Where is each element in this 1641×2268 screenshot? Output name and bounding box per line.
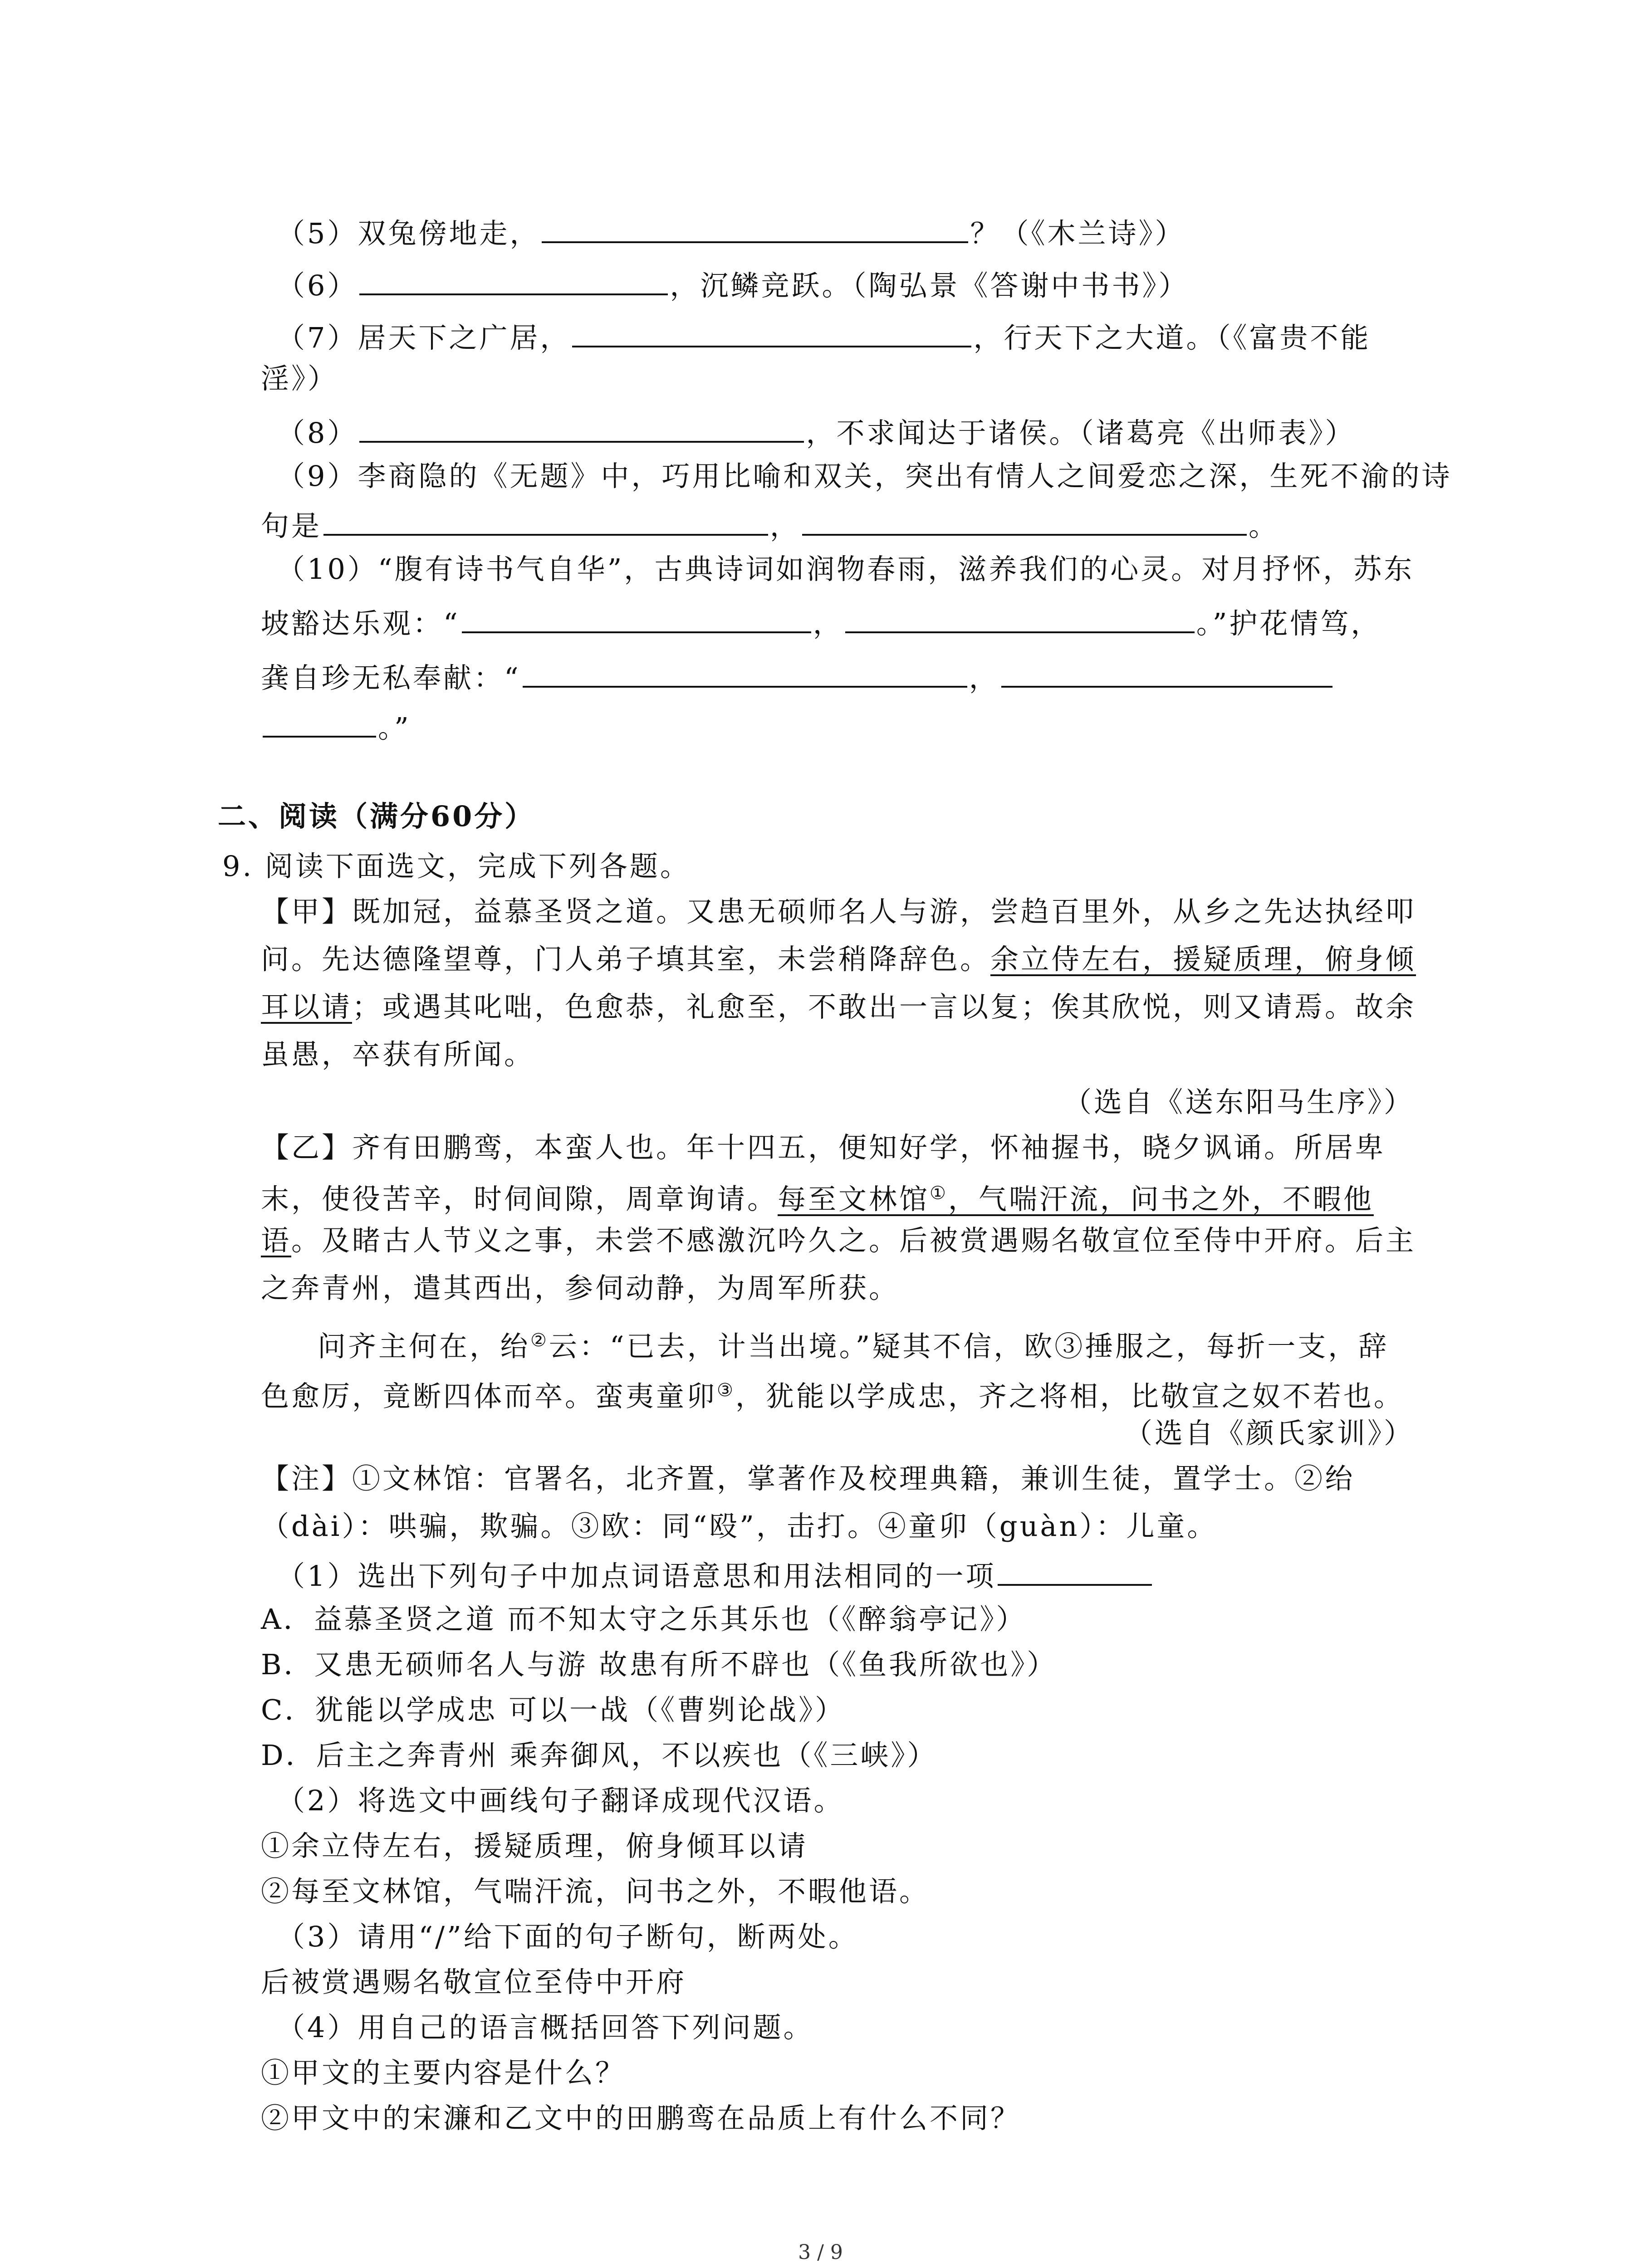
passage-jia-text: ；或遇其叱咄，色愈恭，礼愈至，不敢出一言以复；俟其欣悦，则又请焉。故余: [352, 990, 1416, 1023]
answer-blank[interactable]: [1001, 658, 1332, 688]
answer-blank[interactable]: [572, 318, 971, 347]
answer-blank[interactable]: [359, 265, 668, 295]
passage-yi-line5: [318, 1322, 1389, 1365]
sub-question-2-a: ①余立侍左右，援疑质理，俯身倾耳以请: [261, 1829, 808, 1862]
page-number: 3 / 9: [798, 2241, 843, 2264]
answer-blank[interactable]: [263, 708, 376, 738]
passage-jia-line2: [261, 941, 1416, 978]
q7-suffix: ，行天下之大道。（《富贵不能: [973, 321, 1371, 354]
q9-mid: ，: [770, 509, 801, 543]
underlined-text: 每至文林馆: [778, 1182, 930, 1216]
question-8: [277, 413, 1355, 451]
sub-question-1-stem: （1）选出下列句子中加点词语意思和用法相同的一项: [277, 1559, 996, 1593]
passage-yi-line3: [261, 1222, 1416, 1259]
q8-suffix: ，不求闻达于诸侯。（诸葛亮《出师表》）: [806, 416, 1356, 450]
q9-end: 。: [1249, 509, 1279, 543]
answer-blank[interactable]: [323, 506, 768, 536]
question-10-line2: [261, 603, 1381, 642]
question-10-line4: [261, 708, 411, 746]
answer-blank[interactable]: [542, 213, 968, 243]
sub-question-3-text: 后被赏遇赐名敬宣位至侍中开府: [261, 1965, 687, 1999]
sub-question-4-a: ①甲文的主要内容是什么？: [261, 2056, 626, 2089]
question-5: [277, 213, 1185, 252]
option-a: A．益慕圣贤之道 而不知太守之乐其乐也（《醉翁亭记》）: [261, 1603, 1027, 1636]
footnote-marker: ③: [717, 1380, 735, 1401]
sub-question-4-b: ②甲文中的宋濂和乙文中的田鹏鸾在品质上有什么不同？: [261, 2102, 1021, 2135]
section-title: 二、阅读（满分60分）: [218, 800, 535, 833]
q6-suffix: ，沉鳞竞跃。（陶弘景《答谢中书书》）: [670, 269, 1189, 302]
q7-prefix: （7）居天下之广居，: [277, 321, 571, 354]
passage-yi-text: ，犹能以学成忠，齐之将相，比敬宣之奴不若也。: [735, 1379, 1404, 1413]
question-7-cont: 淫》）: [261, 362, 338, 395]
answer-blank[interactable]: [802, 506, 1247, 536]
passage-yi-text: 末，使役苦辛，时伺间隙，周章询请。: [261, 1182, 778, 1216]
passage-yi-line6: [261, 1372, 1404, 1415]
passage-jia-text: 问。先达德隆望尊，门人弟子填其室，未尝稍降辞色。: [261, 943, 991, 976]
q8-prefix: （8）: [277, 416, 358, 450]
passage-yi-line1: 【乙】齐有田鹏鸾，本蛮人也。年十四五，便知好学，怀袖握书，晓夕讽诵。所居卑: [261, 1131, 1386, 1164]
passage-jia-source: （选自《送东阳马生序》）: [1063, 1085, 1414, 1119]
q10-line3-prefix: 龚自珍无私奉献：“: [261, 661, 521, 694]
passage-jia-line3: [261, 989, 1416, 1025]
underlined-sentence: 语: [261, 1224, 292, 1257]
q9-prefix: 句是: [261, 509, 322, 543]
passage-yi-source: （选自《颜氏家训》）: [1124, 1417, 1414, 1450]
passage-yi-text: 云：“已去，计当出境。”疑其不信，欧③捶服之，每折一支，辞: [549, 1330, 1389, 1363]
footnote-marker: ①: [930, 1183, 948, 1203]
q6-prefix: （6）: [277, 269, 358, 302]
answer-blank[interactable]: [523, 658, 967, 688]
q10-line3-mid: ，: [969, 661, 999, 694]
sub-question-1: [277, 1556, 1154, 1594]
passage-yi-text: 。及睹古人节义之事，未尝不感激沉吟久之。后被赏遇赐名敬宣位至侍中开府。后主: [291, 1224, 1416, 1257]
underlined-sentence: 耳以请: [261, 990, 353, 1023]
answer-blank[interactable]: [998, 1556, 1152, 1586]
sub-question-4-stem: （4）用自己的语言概括回答下列问题。: [277, 2011, 814, 2044]
q10-line2-end: 。”护花情笃，: [1196, 607, 1381, 640]
underlined-sentence: 余立侍左右，援疑质理，俯身倾: [990, 943, 1416, 976]
sub-question-3-stem: （3）请用“/”给下面的句子断句，断两处。: [277, 1920, 859, 1953]
question-6: [277, 265, 1189, 304]
passage-yi-text: 色愈厉，竟断四体而卒。蛮夷童卯: [261, 1379, 717, 1413]
notes-line1: 【注】①文林馆：官署名，北齐置，掌著作及校理典籍，兼训生徒，置学士。②绐: [261, 1462, 1356, 1495]
answer-blank[interactable]: [462, 603, 811, 633]
question-9-answer: [261, 506, 1279, 544]
q10-line2-mid: ，: [813, 607, 843, 640]
q5-suffix: ？（《木兰诗》）: [970, 217, 1185, 250]
underlined-sentence: [778, 1183, 1374, 1216]
answer-blank[interactable]: [359, 413, 804, 443]
option-b: B．又患无硕师名人与游 故患有所不辟也（《鱼我所欲也》）: [261, 1648, 1058, 1681]
sub-question-2-stem: （2）将选文中画线句子翻译成现代汉语。: [277, 1784, 844, 1817]
question-7: [277, 318, 1371, 356]
q10-line4-end: 。”: [378, 711, 411, 744]
option-c: C．犹能以学成忠 可以一战（《曹刿论战》）: [261, 1693, 846, 1726]
passage-jia-line1: 【甲】既加冠，益慕圣贤之道。又患无硕师名人与游，尝趋百里外，从乡之先达执经叩: [261, 895, 1416, 928]
q5-prefix: （5）双兔傍地走，: [277, 217, 540, 250]
question-9-reading-stem: 9. 阅读下面选文，完成下列各题。: [222, 850, 691, 883]
passage-jia-line4: 虽愚，卒获有所闻。: [261, 1038, 535, 1071]
question-10-line3: [261, 658, 1334, 696]
q10-line2-prefix: 坡豁达乐观：“: [261, 607, 460, 640]
sub-question-2-b: ②每至文林馆，气喘汗流，问书之外，不暇他语。: [261, 1875, 930, 1908]
passage-yi-line4: 之奔青州，遣其西出，参伺动静，为周军所获。: [261, 1271, 900, 1305]
underlined-text: ，气喘汗流，问书之外，不暇他: [948, 1182, 1374, 1216]
footnote-marker: ②: [530, 1330, 549, 1351]
answer-blank[interactable]: [845, 603, 1195, 633]
question-9-stem: （9）李商隐的《无题》中，巧用比喻和双关，突出有情人之间爱恋之深，生死不渝的诗: [277, 459, 1452, 493]
option-d: D．后主之奔青州 乘奔御风，不以疾也（《三峡》）: [261, 1739, 938, 1772]
notes-line2: （dài）：哄骗，欺骗。③欧：同“殴”，击打。④童卯（guàn）：儿童。: [261, 1510, 1218, 1543]
passage-yi-line2: [261, 1175, 1374, 1217]
question-10-stem: （10）“腹有诗书气自华”，古典诗词如润物春雨，滋养我们的心灵。对月抒怀，苏东: [277, 552, 1415, 586]
passage-yi-text: 问齐主何在，绐: [318, 1330, 531, 1363]
